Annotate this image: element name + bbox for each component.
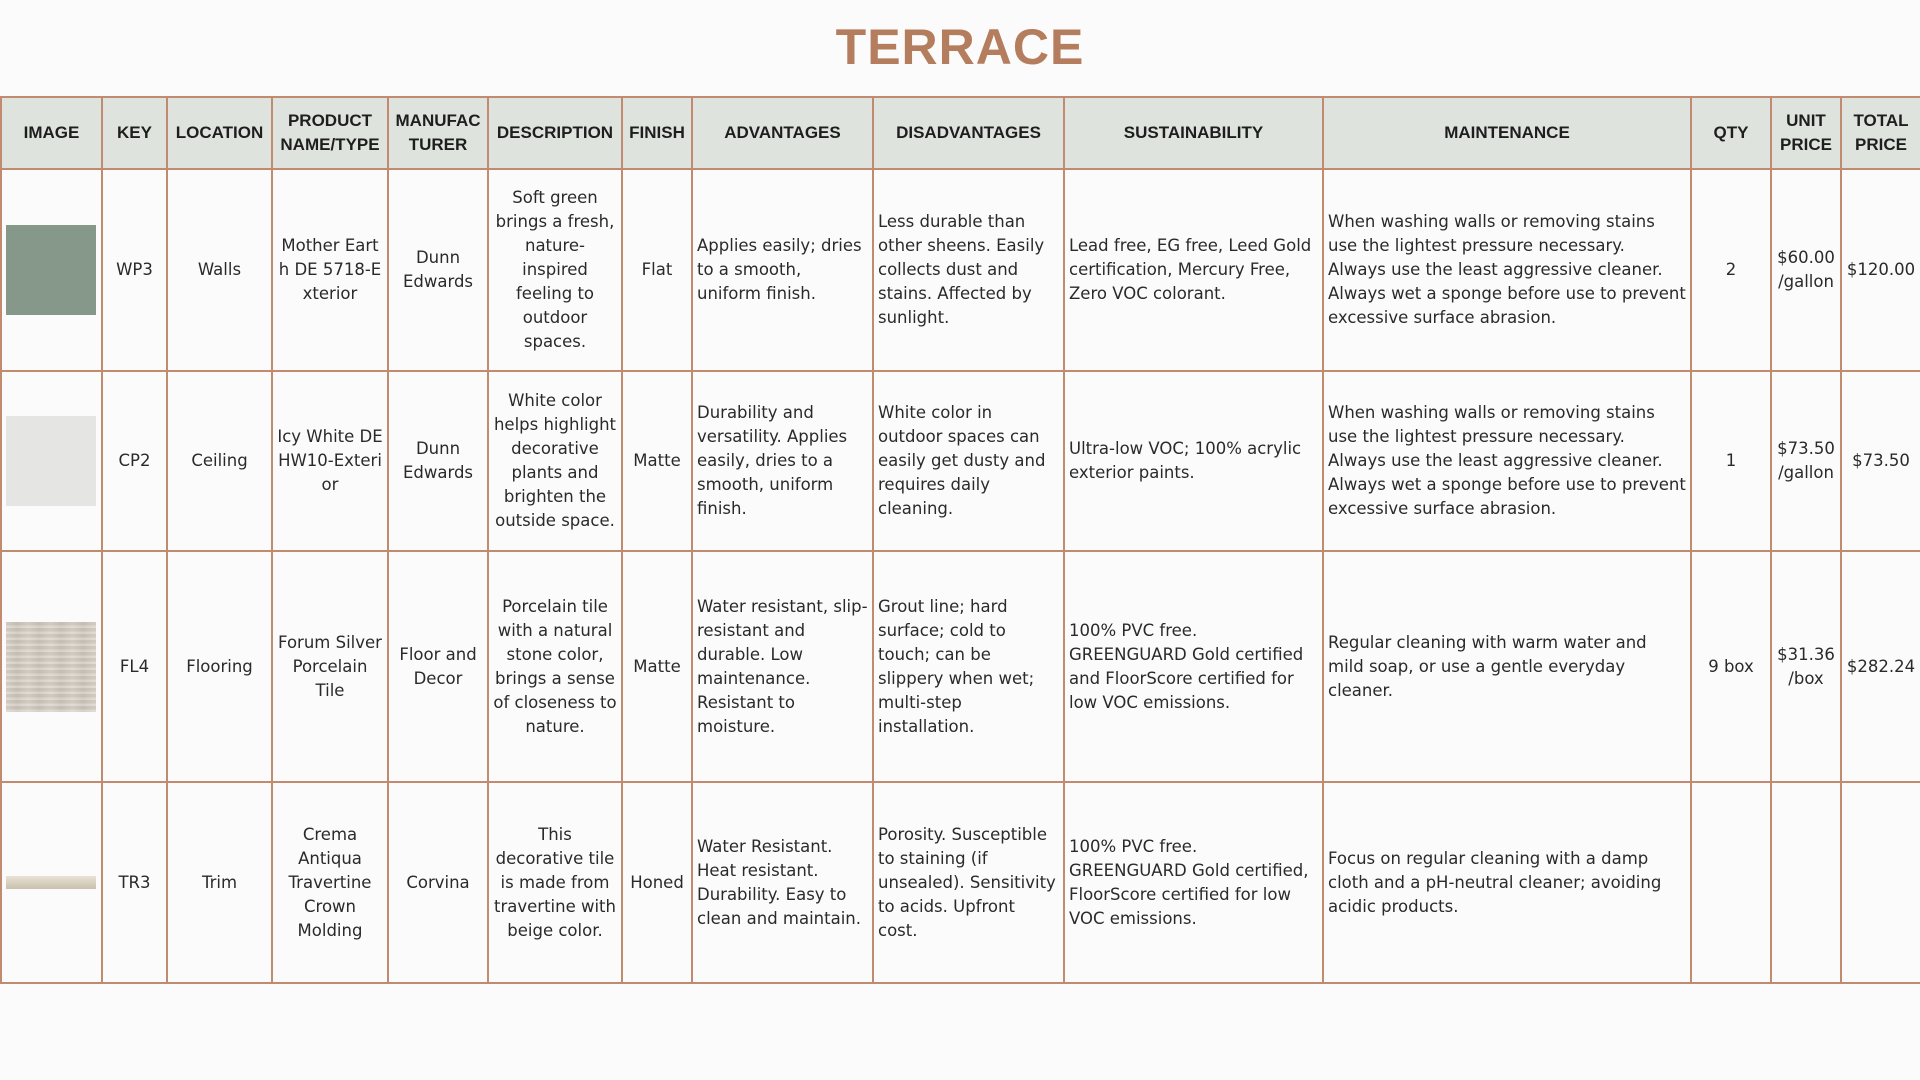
header-advantages: ADVANTAGES <box>692 97 873 169</box>
manufacturer-cell: Floor and Decor <box>388 551 488 782</box>
header-total-price-line2: PRICE <box>1855 135 1907 154</box>
manufacturer-cell: Corvina <box>388 782 488 983</box>
advantages-cell: Water Resistant. Heat resistant. Durability. Easy to clean and maintain. <box>692 782 873 983</box>
qty-cell: 2 <box>1691 169 1771 371</box>
advantages-cell: Water resistant, slip-resistant and durable. Low maintenance. Resistant to moisture. <box>692 551 873 782</box>
header-maintenance: MAINTENANCE <box>1323 97 1691 169</box>
finish-cell: Honed <box>622 782 692 983</box>
disadvantages-cell: Grout line; hard surface; cold to touch; can be slippery when wet; multi-step installation. <box>873 551 1064 782</box>
key-cell: CP2 <box>102 371 167 551</box>
disadvantages-cell: Porosity. Susceptible to staining (if unsealed). Sensitivity to acids. Upfront cost. <box>873 782 1064 983</box>
description-cell: This decorative tile is made from travertine with beige color. <box>488 782 622 983</box>
description-cell: Soft green brings a fresh, nature-inspired feeling to outdoor spaces. <box>488 169 622 371</box>
image-cell <box>1 169 102 371</box>
unit-price-cell: $31.36 /box <box>1771 551 1841 782</box>
header-disadvantages: DISADVANTAGES <box>873 97 1064 169</box>
header-unit-price-line2: PRICE <box>1780 135 1832 154</box>
sustainability-cell: Lead free, EG free, Leed Gold certification, Mercury Free, Zero VOC colorant. <box>1064 169 1323 371</box>
total-price-cell <box>1841 782 1920 983</box>
product-cell: Mother Earth DE 5718-Exterior <box>272 169 388 371</box>
finish-cell: Matte <box>622 551 692 782</box>
qty-cell <box>1691 782 1771 983</box>
maintenance-cell: Regular cleaning with warm water and mild soap, or use a gentle everyday cleaner. <box>1323 551 1691 782</box>
table-row <box>1 371 1920 551</box>
disadvantages-cell: White color in outdoor spaces can easily get dusty and requires daily cleaning. <box>873 371 1064 551</box>
tile-swatch-image <box>6 622 96 712</box>
header-key: KEY <box>102 97 167 169</box>
total-price-cell: $282.24 <box>1841 551 1920 782</box>
maintenance-cell: When washing walls or removing stains use the lightest pressure necessary. Always use the least aggressive cleaner. Always wet a sponge before use to prevent excessive surface abrasion. <box>1323 169 1691 371</box>
location-cell: Ceiling <box>167 371 272 551</box>
header-unit-price-line1: UNIT <box>1786 111 1826 130</box>
qty-cell: 9 box <box>1691 551 1771 782</box>
header-qty: QTY <box>1691 97 1771 169</box>
unit-price-cell <box>1771 782 1841 983</box>
maintenance-cell: Focus on regular cleaning with a damp cloth and a pH-neutral cleaner; avoiding acidic products. <box>1323 782 1691 983</box>
location-cell: Trim <box>167 782 272 983</box>
product-cell: Crema Antiqua Travertine Crown Molding <box>272 782 388 983</box>
header-product-line1: PRODUCT <box>287 111 373 130</box>
table-row <box>1 551 1920 782</box>
location-cell: Walls <box>167 169 272 371</box>
header-product <box>272 97 388 169</box>
disadvantages-cell: Less durable than other sheens. Easily collects dust and stains. Affected by sunlight. <box>873 169 1064 371</box>
header-manufacturer <box>388 97 488 169</box>
image-cell <box>1 551 102 782</box>
total-price-cell: $120.00 <box>1841 169 1920 371</box>
product-cell: Icy White DEHW10-Exterior <box>272 371 388 551</box>
sustainability-cell: Ultra-low VOC; 100% acrylic exterior paints. <box>1064 371 1323 551</box>
description-cell: Porcelain tile with a natural stone color, brings a sense of closeness to nature. <box>488 551 622 782</box>
finish-schedule-table <box>0 96 1920 984</box>
header-sustainability: SUSTAINABILITY <box>1064 97 1323 169</box>
header-finish: FINISH <box>622 97 692 169</box>
header-total-price-line1: TOTAL <box>1853 111 1909 130</box>
header-description: DESCRIPTION <box>488 97 622 169</box>
total-price-cell: $73.50 <box>1841 371 1920 551</box>
table-row <box>1 782 1920 983</box>
header-location: LOCATION <box>167 97 272 169</box>
key-cell: TR3 <box>102 782 167 983</box>
manufacturer-cell: Dunn Edwards <box>388 371 488 551</box>
finish-cell: Matte <box>622 371 692 551</box>
advantages-cell: Applies easily; dries to a smooth, uniform finish. <box>692 169 873 371</box>
header-manufacturer-line2: TURER <box>408 135 468 154</box>
unit-price-cell: $60.00 /gallon <box>1771 169 1841 371</box>
sustainability-cell: 100% PVC free. GREENGUARD Gold certified, FloorScore certified for low VOC emissions. <box>1064 782 1323 983</box>
unit-price-cell: $73.50 /gallon <box>1771 371 1841 551</box>
maintenance-cell: When washing walls or removing stains use the lightest pressure necessary. Always use the least aggressive cleaner. Always wet a sponge before use to prevent excessive surface abrasion. <box>1323 371 1691 551</box>
header-total-price <box>1841 97 1920 169</box>
product-cell: Forum Silver Porcelain Tile <box>272 551 388 782</box>
key-cell: WP3 <box>102 169 167 371</box>
location-cell: Flooring <box>167 551 272 782</box>
finish-cell: Flat <box>622 169 692 371</box>
image-cell <box>1 782 102 983</box>
qty-cell: 1 <box>1691 371 1771 551</box>
paint-swatch-image <box>6 225 96 315</box>
paint-swatch-image <box>6 416 96 506</box>
header-row <box>1 97 1920 169</box>
header-image: IMAGE <box>1 97 102 169</box>
molding-swatch-image <box>6 876 96 889</box>
key-cell: FL4 <box>102 551 167 782</box>
header-product-line2: NAME/TYPE <box>280 135 380 154</box>
header-unit-price <box>1771 97 1841 169</box>
description-cell: White color helps highlight decorative plants and brighten the outside space. <box>488 371 622 551</box>
advantages-cell: Durability and versatility. Applies easily, dries to a smooth, uniform finish. <box>692 371 873 551</box>
manufacturer-cell: Dunn Edwards <box>388 169 488 371</box>
header-manufacturer-line1: MANUFAC <box>395 111 481 130</box>
sustainability-cell: 100% PVC free. GREENGUARD Gold certified and FloorScore certified for low VOC emissions. <box>1064 551 1323 782</box>
image-cell <box>1 371 102 551</box>
page-title: TERRACE <box>835 19 1085 75</box>
table-row <box>1 169 1920 371</box>
